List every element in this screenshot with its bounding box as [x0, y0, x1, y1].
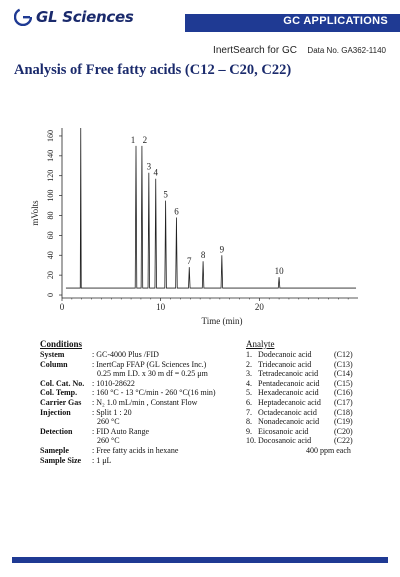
header-bar [0, 0, 400, 32]
analyte-row [246, 427, 362, 437]
analyte-row [246, 350, 362, 360]
condition-row [40, 350, 240, 360]
analyte-num: 5. [246, 388, 252, 398]
x-tick-label: 10 [156, 302, 166, 312]
condition-value: 260 °C [97, 436, 120, 446]
analyte-name: Eicosanoic acid [258, 426, 309, 436]
y-tick-label: 0 [46, 293, 55, 298]
analyte-row [246, 388, 362, 398]
y-tick-label: 20 [46, 271, 55, 280]
condition-value: : N₂ 1.0 mL/min , Constant Flow [92, 397, 198, 407]
peak-label: 2 [142, 134, 148, 145]
analyte-row [246, 360, 362, 370]
condition-value: : 1010-28622 [92, 378, 135, 388]
y-tick-label: 100 [46, 189, 55, 202]
analyte-num: 10. [246, 436, 256, 446]
condition-value: : 160 °C - 13 °C/min - 260 °C(16 min) [92, 388, 216, 398]
peak-label: 7 [187, 256, 192, 267]
analyte-carbon: (C17) [334, 397, 353, 407]
band-label: GC APPLICATIONS [283, 15, 388, 27]
gl-logo-icon [14, 8, 32, 26]
condition-label: Sample Size [40, 455, 82, 465]
x-tick-label: 20 [254, 302, 264, 312]
analyte-num: 6. [246, 397, 252, 407]
peak-label: 6 [174, 206, 179, 217]
analyte-name: Heptadecanoic acid [258, 397, 321, 407]
analyte-num: 3. [246, 369, 252, 379]
analyte-carbon: (C14) [334, 369, 353, 379]
analyte-carbon: (C19) [334, 417, 353, 427]
peak-label: 10 [274, 266, 284, 277]
condition-label: Col. Cat. No. [40, 378, 85, 388]
condition-row [40, 417, 240, 427]
x-tick-label: 0 [59, 302, 65, 312]
analyte-carbon: (C22) [334, 436, 353, 446]
condition-value: : InertCap FFAP (GL Sciences Inc.) [92, 359, 207, 369]
analyte-name: Tetradecanoic acid [258, 369, 319, 379]
condition-label: Col. Temp. [40, 388, 78, 398]
y-tick-label: 40 [46, 251, 55, 260]
condition-value: 0.25 mm I.D. x 30 m df = 0.25 μm [97, 369, 208, 379]
analyte-heading: Analyte [246, 339, 275, 349]
x-axis-label: Time (min) [201, 316, 243, 326]
analyte-num: 2. [246, 359, 252, 369]
y-tick-label: 160 [46, 129, 55, 142]
condition-label: System [40, 350, 65, 359]
analyte-row [246, 436, 362, 446]
condition-row [40, 360, 240, 370]
analyte-num: 1. [246, 350, 252, 359]
condition-label: Sameple [40, 445, 69, 455]
analyte-num: 7. [246, 407, 252, 417]
subheader [213, 40, 386, 58]
analyte-row [246, 398, 362, 408]
analyte-name: Hexadecanoic acid [258, 388, 319, 398]
analyte-row [246, 417, 362, 427]
condition-row [40, 379, 240, 389]
condition-value: : 1 μL [92, 455, 112, 465]
y-tick-label: 80 [46, 211, 55, 220]
peak-label: 9 [219, 244, 225, 255]
condition-row [40, 427, 240, 437]
chromatogram-chart [0, 120, 400, 335]
condition-label: Column [40, 359, 68, 369]
brand-name: GL Sciences [36, 8, 134, 26]
peak-label: 3 [146, 161, 152, 172]
condition-label: Carrier Gas [40, 397, 82, 407]
analyte-carbon: (C16) [334, 388, 353, 398]
condition-row [40, 446, 240, 456]
condition-label [40, 417, 92, 427]
peak-label: 5 [163, 189, 168, 200]
conditions-heading: Conditions [40, 339, 83, 349]
analyte-carbon: (C13) [334, 359, 353, 369]
conditions-list [40, 350, 240, 465]
y-tick-label: 60 [46, 231, 55, 240]
analyte-name: Docosanoic acid [258, 436, 312, 446]
condition-row [40, 369, 240, 379]
condition-value: : GC-4000 Plus /FID [92, 350, 159, 359]
condition-label: Injection [40, 407, 71, 417]
analyte-carbon: (C20) [334, 426, 353, 436]
peak-label: 8 [200, 250, 206, 261]
condition-value: : Free fatty acids in hexane [92, 445, 179, 455]
y-tick-label: 140 [46, 149, 55, 162]
analyte-name: Tridecanoic acid [258, 359, 312, 369]
analyte-carbon: (C15) [334, 378, 353, 388]
data-number: Data No. GA362-1140 [307, 46, 386, 55]
applications-band [185, 14, 400, 32]
page-title: Analysis of Free fatty acids (C12 – C20, C22) [14, 62, 292, 78]
condition-row [40, 388, 240, 398]
peak-label: 1 [130, 134, 136, 145]
condition-label [40, 436, 92, 446]
analyte-row [246, 379, 362, 389]
condition-row [40, 456, 240, 466]
condition-value: : FID Auto Range [92, 426, 150, 436]
analyte-num: 4. [246, 378, 252, 388]
analyte-list [246, 350, 362, 446]
analyte-name: Octadecanoic acid [258, 407, 317, 417]
analyte-row [246, 408, 362, 418]
analyte-num: 9. [246, 426, 252, 436]
analyte-num: 8. [246, 417, 252, 427]
y-tick-label: 120 [46, 169, 55, 182]
analyte-name: Nonadecanoic acid [258, 417, 320, 427]
concentration-note: 400 ppm each [306, 446, 351, 455]
condition-label: Detection [40, 426, 73, 436]
condition-value: : Split 1 : 20 [92, 407, 132, 417]
analyte-row [246, 369, 362, 379]
condition-row [40, 408, 240, 418]
condition-row [40, 436, 240, 446]
y-axis-label: mVolts [30, 200, 40, 226]
footer-bar [12, 557, 388, 563]
condition-value: 260 °C [97, 417, 120, 427]
analyte-name: Pentadecanoic acid [258, 378, 320, 388]
brand-logo [14, 8, 133, 26]
analyte-carbon: (C18) [334, 407, 353, 417]
peak-label: 4 [153, 167, 158, 178]
analyte-name: Dodecanoic acid [258, 350, 312, 359]
analyte-carbon: (C12) [334, 350, 353, 359]
condition-label [40, 369, 92, 379]
chromatogram-trace [66, 128, 356, 288]
product-name: InertSearch for GC [213, 45, 297, 56]
condition-row [40, 398, 240, 408]
